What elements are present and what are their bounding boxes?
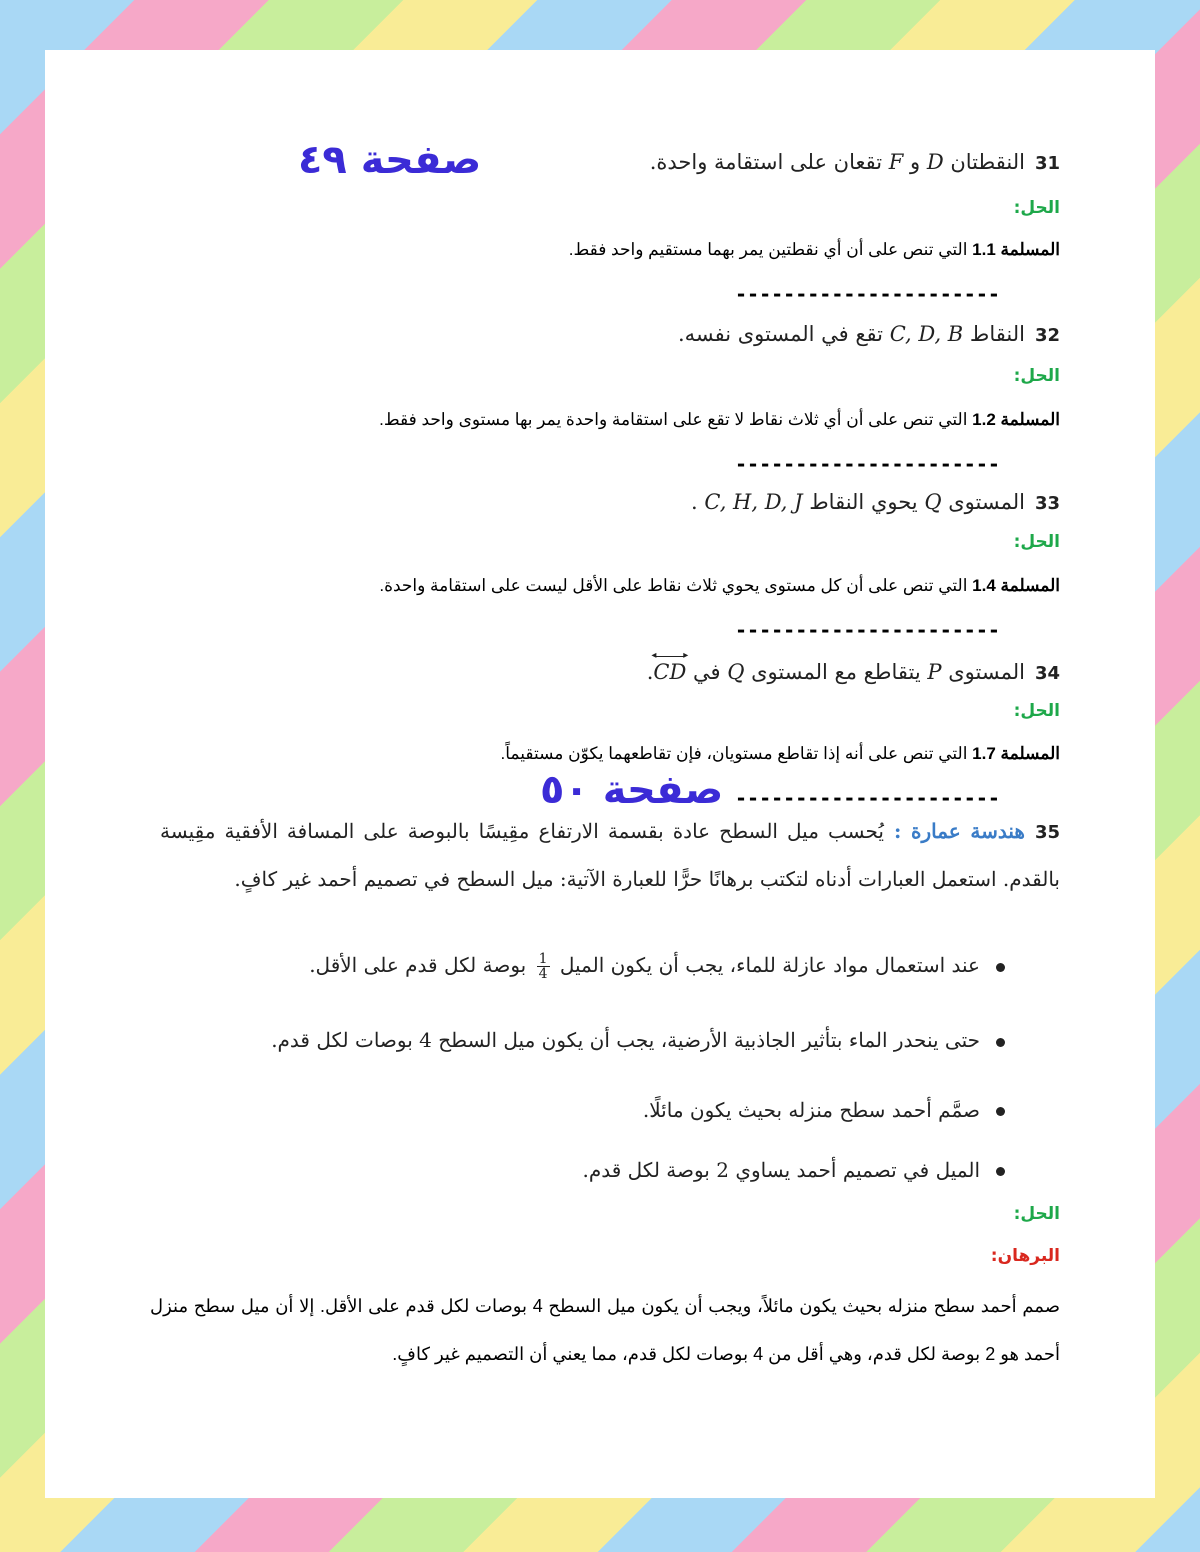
question-35: 35هندسة عمارة :يُحسب ميل السطح عادة بقسمة الارتفاع مقِيسًا بالبوصة على المسافة الأفقية مقِيسة بالقدم. استعمل العبارات أدناه لتكتب برهانًا حرًّا للعبارة الآتية: ميل السطح في تصميم أحمد غير كافٍ.: [160, 819, 1060, 891]
bullet-item-4: الميل في تصميم أحمد يساوي 2 بوصة لكل قدم.: [582, 1158, 980, 1182]
question-31: 31النقطتان D و F تقعان على استقامة واحدة.: [649, 150, 1060, 174]
separator: ----------------------: [735, 282, 1000, 306]
separator: ----------------------: [735, 618, 1000, 642]
question-number: 31: [1034, 153, 1060, 174]
separator: ----------------------: [735, 786, 1000, 810]
proof-label: البرهان:: [990, 1246, 1060, 1266]
solution-label: الحل:: [1013, 532, 1060, 552]
solution-label: الحل:: [1013, 198, 1060, 218]
answer-33: المسلمة 1.4 التي تنص على أن كل مستوى يحوي ثلاث نقاط على الأقل ليست على استقامة واحدة.: [379, 576, 1060, 595]
solution-label: الحل:: [1013, 1204, 1060, 1224]
answer-34: المسلمة 1.7 التي تنص على أنه إذا تقاطع مستويان، فإن تقاطعهما يكوّن مستقيماً.: [500, 744, 1060, 763]
bullet-icon: [996, 1107, 1005, 1116]
bullet-icon: [996, 1167, 1005, 1176]
line-cd: ◂ ▸ CD: [651, 650, 689, 684]
page-number-50: صفحة ٥٠: [540, 767, 724, 813]
fraction: $\frac{1}{4}$: [538, 951, 548, 982]
solution-label: الحل:: [1013, 701, 1060, 721]
separator: ----------------------: [735, 452, 1000, 476]
answer-31: المسلمة 1.1 التي تنص على أن أي نقطتين يمر بهما مستقيم واحد فقط.: [568, 240, 1060, 259]
question-34: 34المستوى P يتقاطع مع المستوى Q في ◂ ▸ CD.: [646, 650, 1060, 684]
bullet-item-1: عند استعمال مواد عازلة للماء، يجب أن يكون الميل $\frac{1}{4}$ بوصة لكل قدم على الأقل.: [309, 951, 980, 982]
solution-label: الحل:: [1013, 366, 1060, 386]
bullet-icon: [996, 1038, 1005, 1047]
bullet-icon: [996, 963, 1005, 972]
topic-label: هندسة عمارة :: [893, 819, 1025, 843]
question-33: 33المستوى Q يحوي النقاط C, H, D, J .: [691, 490, 1060, 514]
bullet-item-2: حتى ينحدر الماء بتأثير الجاذبية الأرضية، يجب أن يكون ميل السطح 4 بوصات لكل قدم.: [271, 1028, 980, 1052]
bullet-item-3: صمَّم أحمد سطح منزله بحيث يكون مائلًا.: [642, 1098, 980, 1122]
proof-text: صمم أحمد سطح منزله بحيث يكون مائلاً، ويجب أن يكون ميل السطح 4 بوصات لكل قدم على الأقل. إلا أن ميل سطح منزل أحمد هو 2 بوصة لكل قدم، وهي أقل من 4 بوصات لكل قدم، مما يعني أن التصميم غير كافٍ.: [150, 1296, 1060, 1364]
answer-32: المسلمة 1.2 التي تنص على أن أي ثلاث نقاط لا تقع على استقامة واحدة يمر بها مستوى واحد فقط.: [379, 410, 1060, 429]
page-number-49: صفحة ٤٩: [298, 137, 482, 183]
question-32: 32النقاط C, D, B تقع في المستوى نفسه.: [677, 322, 1060, 346]
